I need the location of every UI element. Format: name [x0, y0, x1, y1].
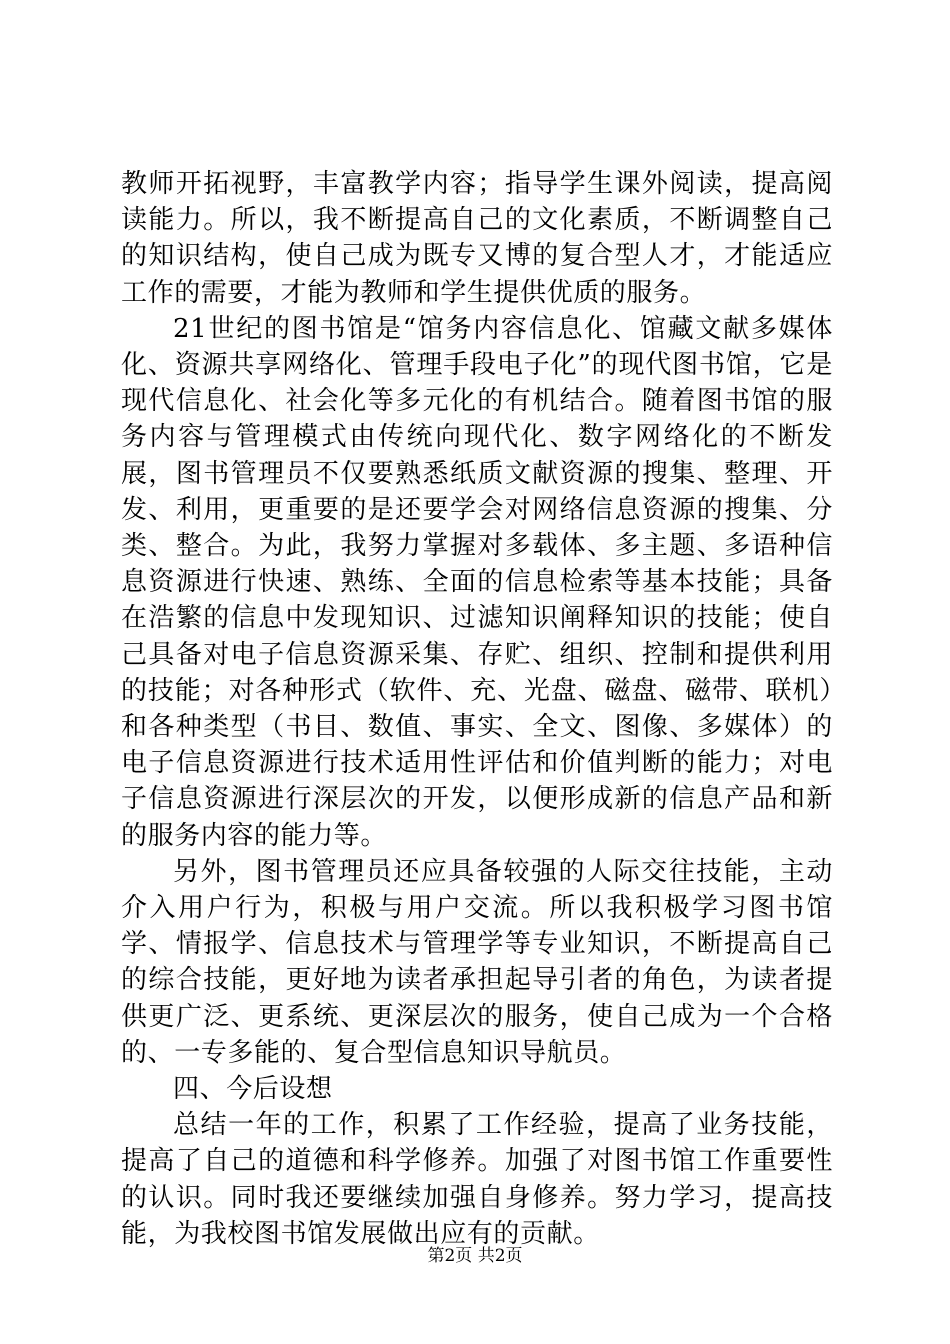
page-footer — [0, 1244, 950, 1268]
page-number: 第2页 共2页 — [427, 1246, 523, 1266]
paragraph-5: 总结一年的工作，积累了工作经验，提高了业务技能，提高了自己的道德和科学修养。加强了对图书馆工作重要性的认识。同时我还要继续加强自身修养。努力学习，提高技能，为我校图书馆发展做出应有的贡献。 — [121, 1110, 833, 1249]
document-body — [121, 166, 833, 1252]
paragraph-2: 21世纪的图书馆是“馆务内容信息化、馆藏文献多媒体化、资源共享网络化、管理手段电子化”的现代图书馆，它是现代信息化、社会化等多元化的有机结合。随着图书馆的服务内容与管理模式由传统向现代化、数字网络化的不断发展，图书管理员不仅要熟悉纸质文献资源的搜集、整理、开发、利用，更重要的是还要学会对网络信息资源的搜集、分类、整合。为此，我努力掌握对多载体、多主题、多语种信息资源进行快速、熟练、全面的信息检索等基本技能；具备在浩繁的信息中发现知识、过滤知识阐释知识的技能；使自己具备对电子信息资源采集、存贮、组织、控制和提供利用的技能；对各种形式（软件、充、光盘、磁盘、磁带、联机）和各种类型（书目、数值、事实、全文、图像、多媒体）的电子信息资源进行技术适用性评估和价值判断的能力；对电子信息资源进行深层次的开发，以便形成新的信息产品和新的服务内容的能力等。 — [121, 313, 833, 851]
section-heading-future-plans: 四、今后设想 — [173, 1074, 333, 1105]
paragraph-1: 教师开拓视野，丰富教学内容；指导学生课外阅读，提高阅读能力。所以，我不断提高自己的文化素质，不断调整自己的知识结构，使自己成为既专又博的复合型人才，才能适应工作的需要，才能为教师和学生提供优质的服务。 — [121, 169, 833, 308]
paragraph-3: 另外，图书管理员还应具备较强的人际交往技能，主动介入用户行为，积极与用户交流。所以我积极学习图书馆学、情报学、信息技术与管理学等专业知识，不断提高自己的综合技能，更好地为读者承担起导引者的角色，为读者提供更广泛、更系统、更深层次的服务，使自己成为一个合格的、一专多能的、复合型信息知识导航员。 — [121, 856, 833, 1068]
